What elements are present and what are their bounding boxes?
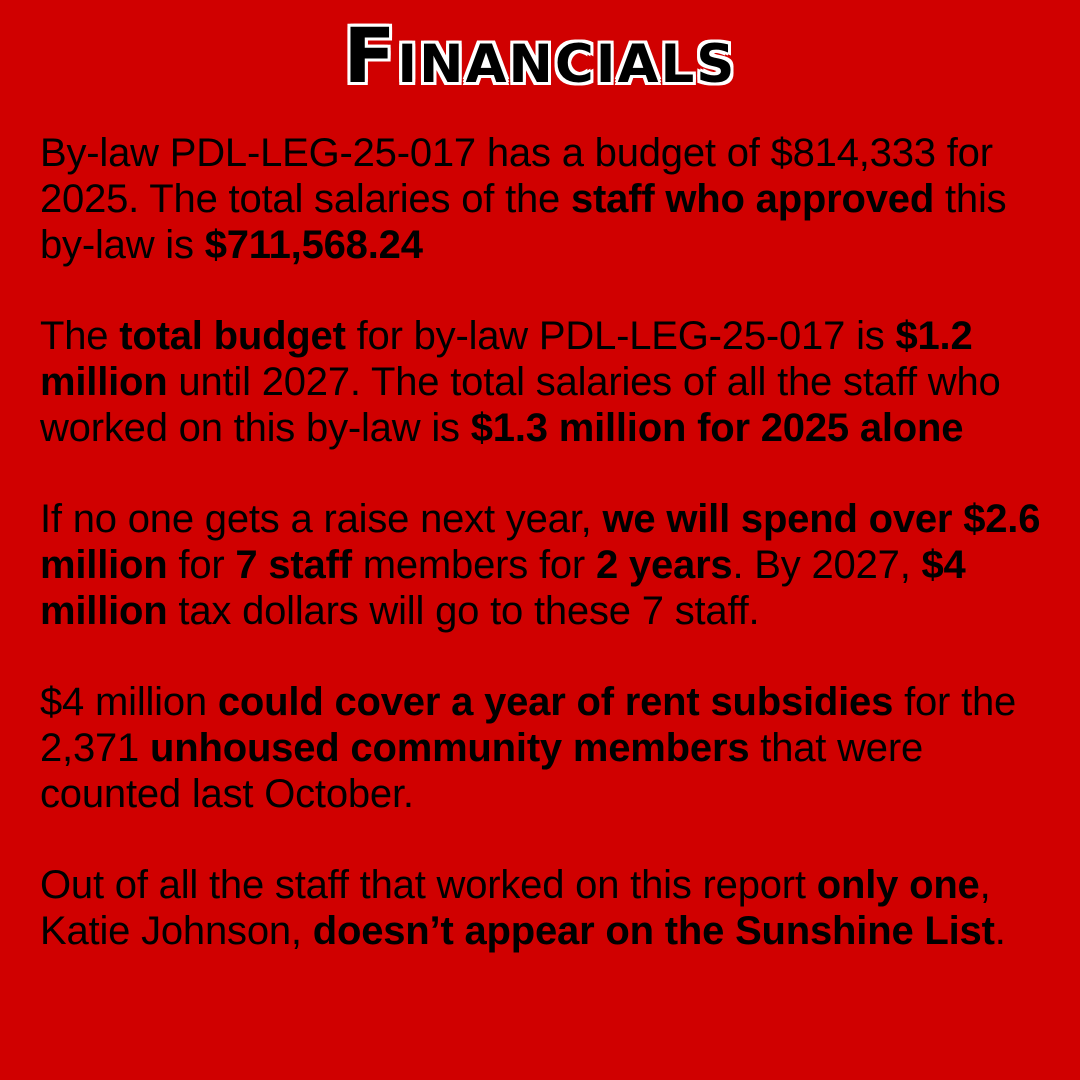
text-run: By-law PDL-LEG-25-017 has a budget of $814,333 for 2025. The total salaries of the (40, 131, 993, 221)
text-run: until 2027. The total salaries of all the staff who worked on this by-law is (40, 360, 1001, 450)
text-run: this by-law is (40, 177, 1007, 267)
text-run: that were counted last October. (40, 726, 924, 816)
text-run: The (40, 314, 120, 358)
text-run: tax dollars will go to these 7 staff. (167, 589, 760, 633)
text-run-bold: $4 million (40, 543, 966, 633)
text-run-bold: 2 years (595, 543, 733, 587)
paragraph-raise (40, 496, 1050, 634)
text-run-bold: doesn’t appear on the Sunshine List (312, 909, 995, 953)
paragraph-budget-2025 (40, 130, 1050, 268)
text-run-bold: $1.3 million for 2025 alone (470, 406, 964, 450)
paragraph-rent-subsidies (40, 679, 1050, 817)
text-run-bold: we will spend over $2.6 million (40, 497, 1041, 587)
page-title: Financials (343, 11, 737, 100)
text-run-bold: $711,568.24 (204, 223, 423, 267)
body-text (40, 130, 1050, 999)
paragraph-sunshine-list (40, 862, 1050, 954)
text-run-bold: 7 staff (235, 543, 352, 587)
text-run: , Katie Johnson, (40, 863, 991, 953)
text-run-bold: unhoused community members (150, 726, 750, 770)
text-run-bold: total budget (119, 314, 346, 358)
text-run-bold: could cover a year of rent subsidies (217, 680, 894, 724)
text-run-bold: only one (816, 863, 980, 907)
text-run-bold: staff who approved (570, 177, 935, 221)
text-run: for by-law PDL-LEG-25-017 is (345, 314, 896, 358)
text-run: $4 million (40, 680, 218, 724)
text-run: for the 2,371 (40, 680, 1017, 770)
paragraph-total-budget (40, 313, 1050, 451)
text-run: members for (351, 543, 596, 587)
text-run-bold: $1.2 million (40, 314, 973, 404)
text-run: . (994, 909, 1006, 953)
text-run: . By 2027, (732, 543, 922, 587)
text-run: for (167, 543, 236, 587)
text-run: Out of all the staff that worked on this report (40, 863, 817, 907)
text-run: If no one gets a raise next year, (40, 497, 603, 541)
